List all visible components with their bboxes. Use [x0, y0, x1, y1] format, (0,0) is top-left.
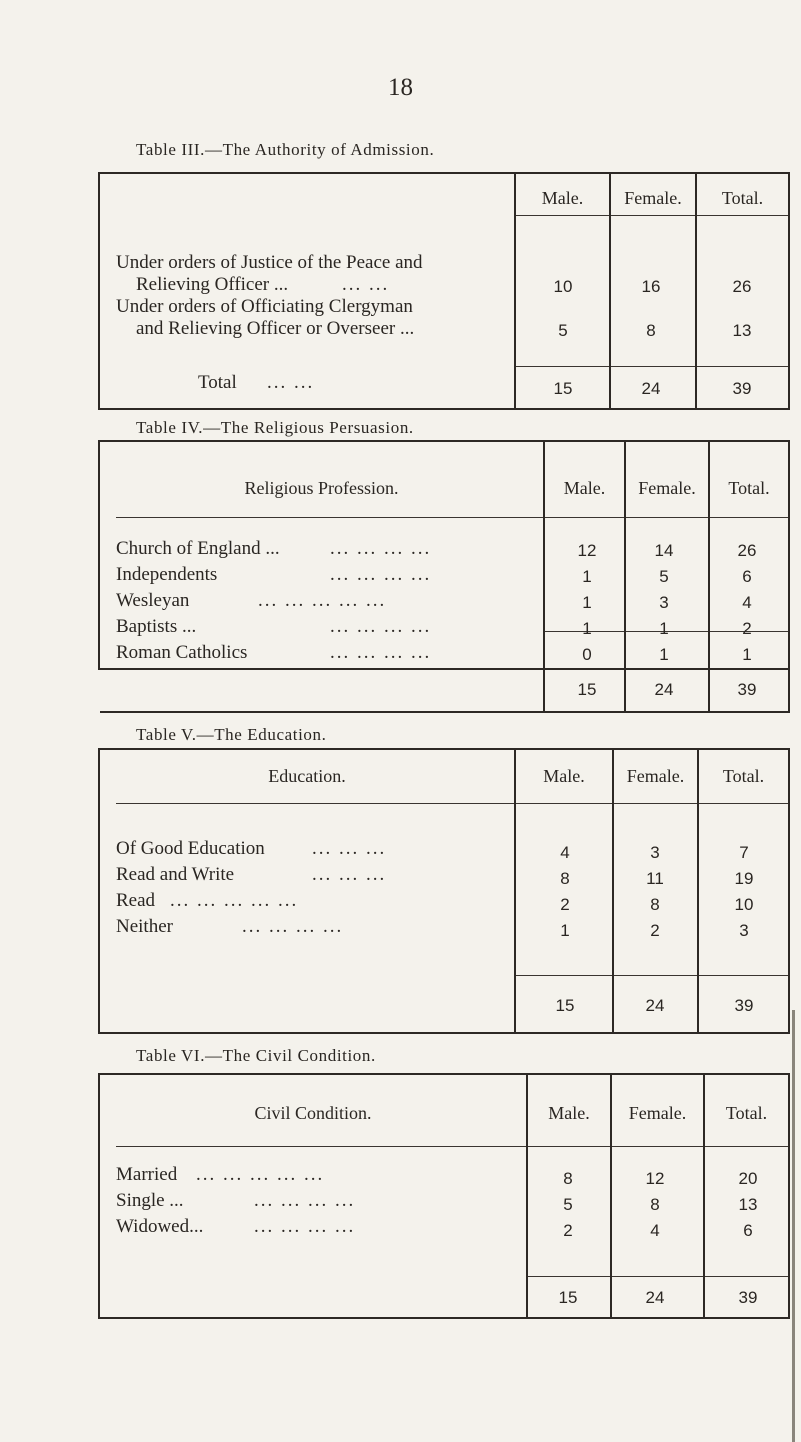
column-rule	[697, 748, 699, 1034]
total-male: 15	[555, 996, 575, 1015]
cell-female: 5	[659, 567, 669, 586]
leader-dots: ... ... ... ...	[254, 1190, 356, 1211]
table-top-rule	[100, 172, 790, 174]
total-rule	[697, 366, 788, 367]
total-rule	[705, 1276, 788, 1277]
leader-dots: ... ... ... ...	[330, 538, 432, 559]
total-rule	[516, 366, 609, 367]
table-title: Table V.—The Education.	[136, 725, 327, 744]
leader-dots: ... ... ... ... ...	[170, 890, 299, 911]
total-total: 39	[732, 379, 752, 398]
cell-total: 19	[734, 869, 754, 888]
total-rule	[699, 975, 788, 976]
column-rule	[514, 748, 516, 1034]
table-bottom-rule	[100, 1032, 790, 1034]
column-header-education: Education.	[268, 766, 346, 786]
total-rule	[612, 1276, 703, 1277]
cell-male: 8	[563, 1169, 573, 1188]
leader-dots: ... ... ... ...	[254, 1216, 356, 1237]
table-top-rule	[100, 748, 790, 750]
column-header-female: Female.	[624, 188, 682, 208]
total-rule	[516, 975, 612, 976]
table-right-rule	[788, 172, 790, 410]
column-header-civil-condition: Civil Condition.	[254, 1103, 372, 1123]
cell-total: 7	[739, 843, 749, 862]
cell-female: 8	[650, 895, 660, 914]
leader-dots: ... ... ... ...	[330, 564, 432, 585]
header-underline	[626, 517, 708, 518]
cell-total: 10	[734, 895, 754, 914]
table-bottom-rule	[100, 408, 790, 410]
table-bottom-rule	[100, 668, 790, 670]
cell-female: 8	[646, 321, 656, 340]
total-female: 24	[654, 680, 674, 699]
row-label: Church of England ...	[116, 538, 280, 559]
column-header-female: Female.	[638, 478, 696, 498]
column-header-total: Total.	[725, 1103, 768, 1123]
total-rule	[528, 1276, 610, 1277]
header-underline	[710, 517, 788, 518]
column-rule	[612, 748, 614, 1034]
total-label: Total	[198, 372, 237, 393]
row-label: Read	[116, 890, 156, 911]
cell-female: 14	[654, 541, 674, 560]
cell-female: 3	[650, 843, 660, 862]
table-top-rule	[100, 1073, 790, 1075]
header-underline	[528, 1146, 610, 1147]
leader-dots: ... ... ...	[312, 864, 387, 885]
column-header-profession: Religious Profession.	[244, 478, 399, 498]
column-header-female: Female.	[628, 1103, 687, 1123]
header-underline	[611, 215, 695, 216]
table-top-rule	[100, 440, 790, 442]
column-rule	[708, 440, 710, 670]
table-bottom-rule	[100, 1317, 790, 1319]
table-bottom-rule	[100, 711, 790, 713]
total-rule	[611, 366, 695, 367]
cell-male: 8	[560, 869, 570, 888]
cell-female: 3	[659, 593, 669, 612]
cell-female: 4	[650, 1221, 660, 1240]
cell-male: 2	[560, 895, 570, 914]
table-right-rule	[788, 748, 790, 1034]
cell-male: 1	[582, 619, 592, 638]
row-label: Baptists ...	[116, 616, 197, 637]
header-underline	[699, 803, 788, 804]
cell-total: 26	[732, 277, 752, 296]
cell-male: 2	[563, 1221, 573, 1240]
column-rule	[624, 670, 626, 712]
page-edge-shadow	[792, 1010, 795, 1442]
column-header-male: Male.	[563, 478, 606, 498]
table-left-rule	[98, 440, 100, 670]
header-underline	[116, 1146, 526, 1147]
header-underline	[116, 517, 543, 518]
cell-total: 1	[742, 645, 752, 664]
total-male: 15	[553, 379, 573, 398]
column-rule	[543, 670, 545, 712]
cell-total: 4	[742, 593, 752, 612]
cell-female: 1	[659, 645, 669, 664]
cell-female: 8	[650, 1195, 660, 1214]
row-label: Of Good Education	[116, 838, 265, 859]
table-right-rule	[788, 1073, 790, 1319]
total-total: 39	[734, 996, 754, 1015]
page-number: 18	[388, 74, 413, 101]
column-header-male: Male.	[543, 766, 585, 786]
leader-dots: ... ... ... ...	[330, 642, 432, 663]
row-label: Roman Catholics	[116, 642, 248, 663]
column-rule	[708, 670, 710, 712]
cell-female: 2	[650, 921, 660, 940]
table-left-rule	[98, 172, 100, 410]
cell-total: 13	[738, 1195, 758, 1214]
column-header-male: Male.	[548, 1103, 590, 1123]
header-underline	[516, 803, 612, 804]
row-label: Under orders of Justice of the Peace and	[116, 252, 423, 273]
cell-total: 2	[742, 619, 752, 638]
cell-female: 12	[645, 1169, 665, 1188]
header-underline	[545, 517, 624, 518]
leader-dots: ... ...	[267, 372, 315, 393]
row-label: Independents	[116, 564, 218, 585]
column-header-female: Female.	[626, 766, 685, 786]
column-rule	[624, 440, 626, 670]
leader-dots: ... ... ... ...	[242, 916, 344, 937]
total-female: 24	[645, 1288, 665, 1307]
cell-total: 3	[739, 921, 749, 940]
row-label: Married	[116, 1164, 178, 1185]
cell-male: 5	[558, 321, 568, 340]
table-right-rule	[788, 670, 790, 712]
row-label: Wesleyan	[116, 590, 190, 611]
column-header-total: Total.	[721, 188, 764, 208]
total-total: 39	[738, 1288, 758, 1307]
table-title: Table IV.—The Religious Persuasion.	[136, 418, 414, 437]
cell-male: 1	[582, 567, 592, 586]
cell-female: 11	[646, 869, 664, 888]
header-underline	[116, 803, 514, 804]
row-label: Read and Write	[116, 864, 235, 885]
table-right-rule	[788, 440, 790, 670]
table-title: Table VI.—The Civil Condition.	[136, 1046, 376, 1065]
cell-male: 4	[560, 843, 570, 862]
cell-total: 20	[738, 1169, 758, 1188]
column-rule	[543, 440, 545, 670]
cell-female: 1	[659, 619, 669, 638]
table-title: Table III.—The Authority of Admission.	[136, 140, 435, 159]
cell-total: 13	[732, 321, 752, 340]
cell-total: 6	[742, 567, 752, 586]
leader-dots: ... ...	[342, 274, 390, 295]
cell-male: 12	[577, 541, 597, 560]
total-rule	[614, 975, 697, 976]
row-label: Relieving Officer ...	[136, 274, 289, 295]
cell-total: 26	[737, 541, 757, 560]
cell-male: 5	[563, 1195, 573, 1214]
total-male: 15	[577, 680, 597, 699]
leader-dots: ... ... ... ... ...	[258, 590, 387, 611]
header-underline	[697, 215, 788, 216]
cell-male: 10	[553, 277, 573, 296]
cell-female: 16	[641, 277, 661, 296]
total-female: 24	[641, 379, 661, 398]
cell-male: 1	[560, 921, 570, 940]
cell-male: 1	[582, 593, 592, 612]
header-underline	[705, 1146, 788, 1147]
leader-dots: ... ... ... ... ...	[196, 1164, 325, 1185]
header-underline	[614, 803, 697, 804]
header-underline	[612, 1146, 703, 1147]
table-left-rule	[98, 748, 100, 1034]
row-label: Single ...	[116, 1190, 184, 1211]
leader-dots: ... ... ... ...	[330, 616, 432, 637]
cell-total: 6	[743, 1221, 753, 1240]
column-header-total: Total.	[722, 766, 765, 786]
total-male: 15	[558, 1288, 578, 1307]
row-label: Under orders of Officiating Clergyman	[116, 296, 413, 317]
total-total: 39	[737, 680, 757, 699]
row-label: Neither	[116, 916, 173, 937]
row-label: Widowed...	[116, 1216, 204, 1237]
leader-dots: ... ... ...	[312, 838, 387, 859]
total-female: 24	[645, 996, 665, 1015]
column-header-male: Male.	[541, 188, 584, 208]
column-header-total: Total.	[728, 478, 770, 498]
row-label: and Relieving Officer or Overseer ...	[136, 318, 415, 339]
cell-male: 0	[582, 645, 592, 664]
header-underline	[516, 215, 609, 216]
